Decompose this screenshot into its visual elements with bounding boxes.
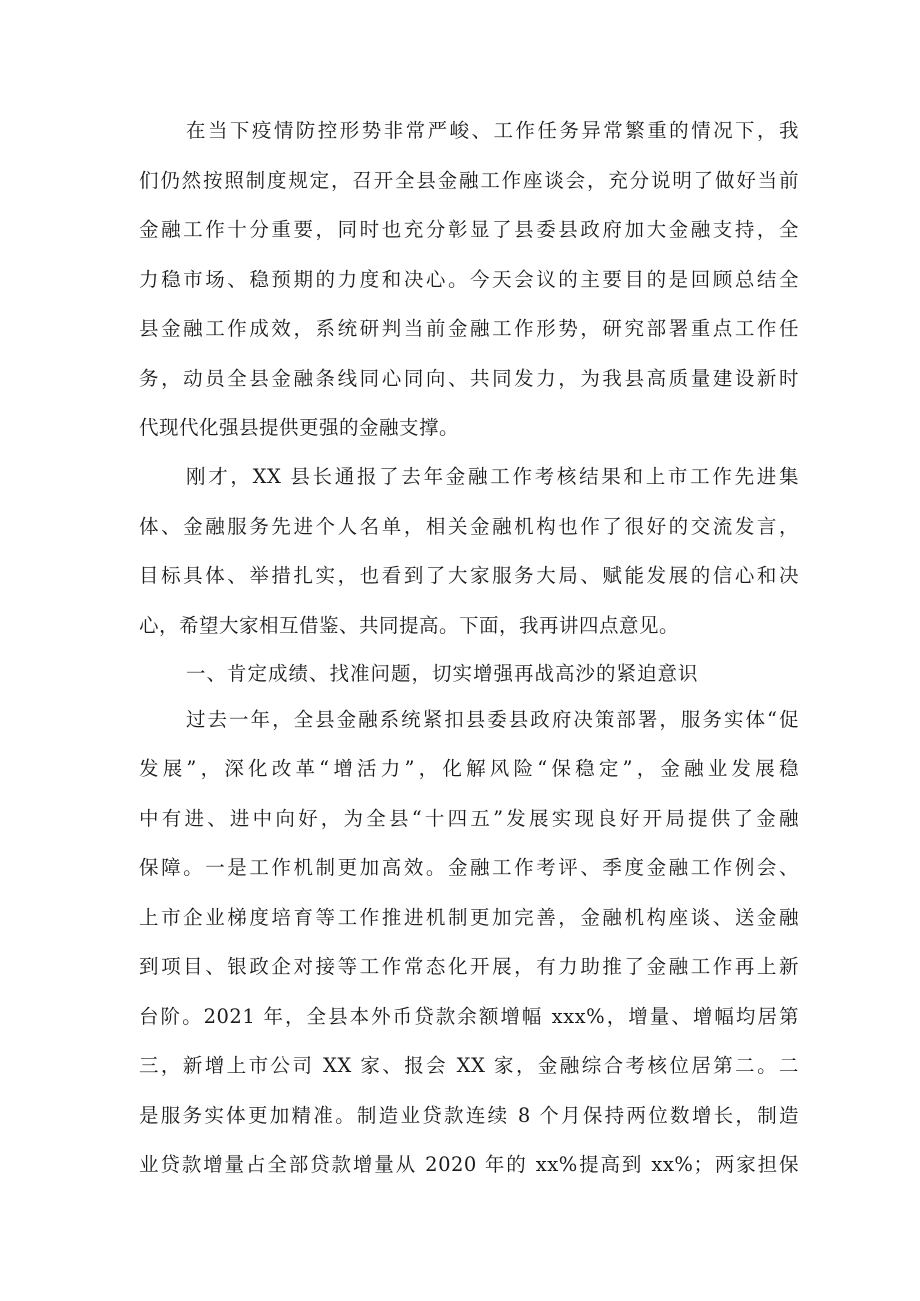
text-line: 在当下疫情防控形势非常严峻、工作任务异常繁重的情况下，我: [186, 119, 799, 142]
section-heading: 一、肯定成绩、找准问题，切实增强再战高沙的紧迫意识: [186, 662, 699, 685]
text-line: 发展”，深化改革“增活力”，化解风险“保稳定”，金融业发展稳: [139, 757, 799, 780]
text-line: 到项目、银政企对接等工作常态化开展，有力助推了金融工作再上新: [139, 955, 799, 978]
text-line: 心，希望大家相互借鉴、共同提高。下面，我再讲四点意见。: [139, 614, 680, 637]
text-line: 上市企业梯度培育等工作推进机制更加完善，金融机构座谈、送金融: [139, 906, 799, 929]
text-line: 县金融工作成效，系统研判当前金融工作形势，研究部署重点工作任: [139, 317, 799, 340]
text-line: 金融工作十分重要，同时也充分彰显了县委县政府加大金融支持，全: [139, 218, 799, 241]
text-line: 体、金融服务先进个人名单，相关金融机构也作了很好的交流发言，: [139, 515, 799, 538]
text-line: 是服务实体更加精准。制造业贷款连续 8 个月保持两位数增长，制造: [139, 1104, 799, 1127]
text-line: 力稳市场、稳预期的力度和决心。今天会议的主要目的是回顾总结全: [139, 268, 799, 291]
text-line: 台阶。2021 年，全县本外币贷款余额增幅 xxx%，增量、增幅均居第: [139, 1005, 799, 1028]
text-line: 刚才，XX 县长通报了去年金融工作考核结果和上市工作先进集: [186, 465, 799, 488]
text-line: 代现代化强县提供更强的金融支撑。: [139, 416, 460, 439]
text-line: 目标具体、举措扎实，也看到了大家服务大局、赋能发展的信心和决: [139, 564, 799, 587]
text-line: 业贷款增量占全部贷款增量从 2020 年的 xx%提高到 xx%；两家担保: [139, 1153, 799, 1176]
text-line: 中有进、进中向好，为全县“十四五”发展实现良好开局提供了金融: [139, 807, 799, 830]
text-line: 务，动员全县金融条线同心同向、共同发力，为我县高质量建设新时: [139, 367, 799, 390]
text-line: 三，新增上市公司 XX 家、报会 XX 家，金融综合考核位居第二。二: [139, 1054, 799, 1077]
text-line: 保障。一是工作机制更加高效。金融工作考评、季度金融工作例会、: [139, 856, 799, 879]
text-line: 过去一年，全县金融系统紧扣县委县政府决策部署，服务实体“促: [186, 708, 799, 731]
text-line: 们仍然按照制度规定，召开全县金融工作座谈会，充分说明了做好当前: [139, 169, 799, 192]
